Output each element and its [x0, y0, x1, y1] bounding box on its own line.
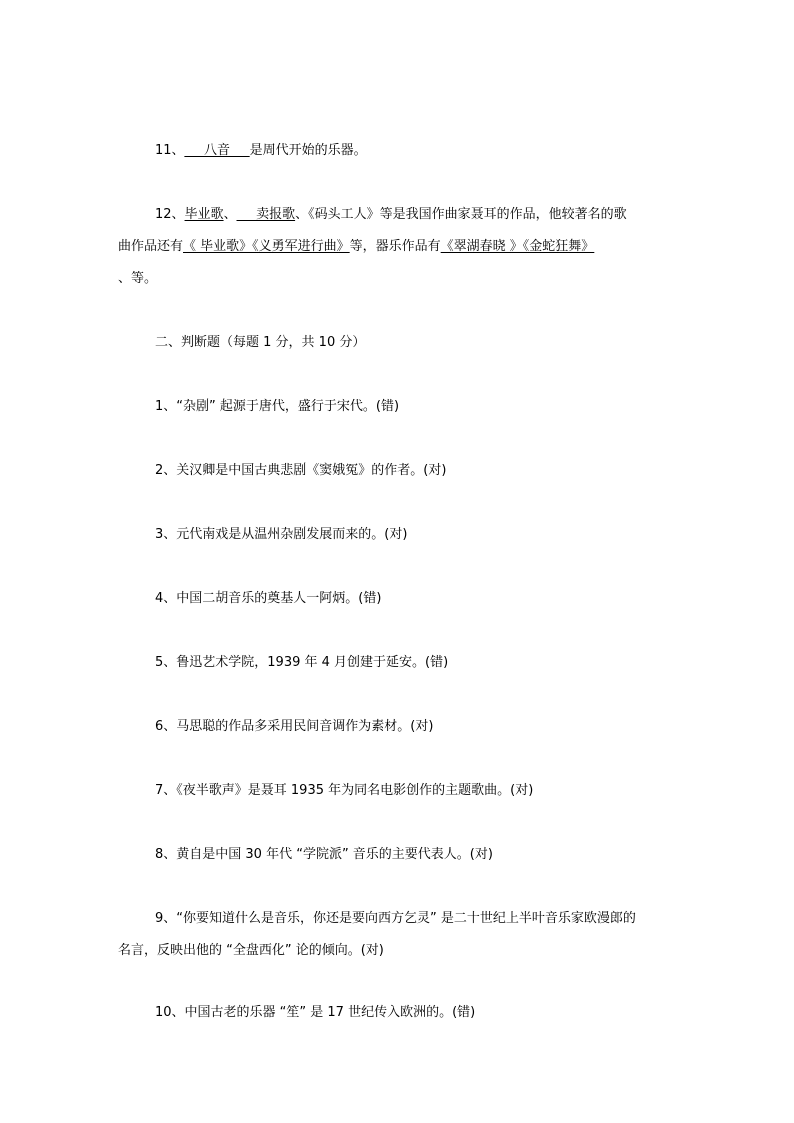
question-number: 11、 [155, 143, 185, 158]
question-11 [155, 142, 367, 160]
tf-item: 6、马思聪的作品多采用民间音调作为素材。(对) [155, 719, 434, 734]
tf-item: 2、关汉卿是中国古典悲剧《窦娥冤》的作者。(对) [155, 463, 447, 478]
question-text: 、《码头工人》等是我国作曲家聂耳的作品，他较著名的歌 [295, 207, 627, 222]
question-text: 曲作品还有 [118, 239, 184, 254]
tf-item-10: 10、中国古老的乐器 “笙” 是 17 世纪传入欧洲的。(错) [155, 1005, 476, 1020]
question-12-line-3 [118, 270, 157, 288]
tf-item-9-line-2: 名言，反映出他的 “全盘西化” 论的倾向。(对) [118, 943, 384, 958]
question-text: 等，器乐作品有 [349, 239, 441, 254]
answer-blank: ___八音___ [184, 143, 250, 158]
question-number: 12、 [155, 207, 185, 222]
answer-blank: ___卖报歌 [236, 207, 296, 222]
question-text: 是周代开始的乐器。 [249, 143, 367, 158]
separator: 、 [223, 207, 237, 222]
question-12-line-2 [118, 238, 594, 256]
section-title: 二、判断题（每题 1 分，共 10 分） [155, 335, 366, 350]
tf-item: 5、鲁迅艺术学院，1939 年 4 月创建于延安。(错) [155, 655, 449, 670]
tf-item: 8、黄自是中国 30 年代 “学院派” 音乐的主要代表人。(对) [155, 847, 493, 862]
answer-blank: 《 毕业歌》《义勇军进行曲》 [183, 239, 350, 254]
tf-item: 1、“杂剧” 起源于唐代，盛行于宋代。(错) [155, 399, 400, 414]
question-text: 、等。 [118, 271, 158, 286]
answer-blank: 毕业歌 [184, 207, 224, 222]
tf-item: 4、中国二胡音乐的奠基人一阿炳。(错) [155, 591, 382, 606]
question-12-line-1 [155, 206, 627, 224]
answer-blank: 《翠湖春晓 》《金蛇狂舞》 [440, 239, 595, 254]
tf-item-9-line-1: 9、“你要知道什么是音乐，你还是要向西方乞灵” 是二十世纪上半叶音乐家欧漫郎的 [155, 911, 636, 926]
tf-item: 3、元代南戏是从温州杂剧发展而来的。(对) [155, 527, 408, 542]
tf-item: 7、《夜半歌声》是聂耳 1935 年为同名电影创作的主题歌曲。(对) [155, 783, 534, 798]
